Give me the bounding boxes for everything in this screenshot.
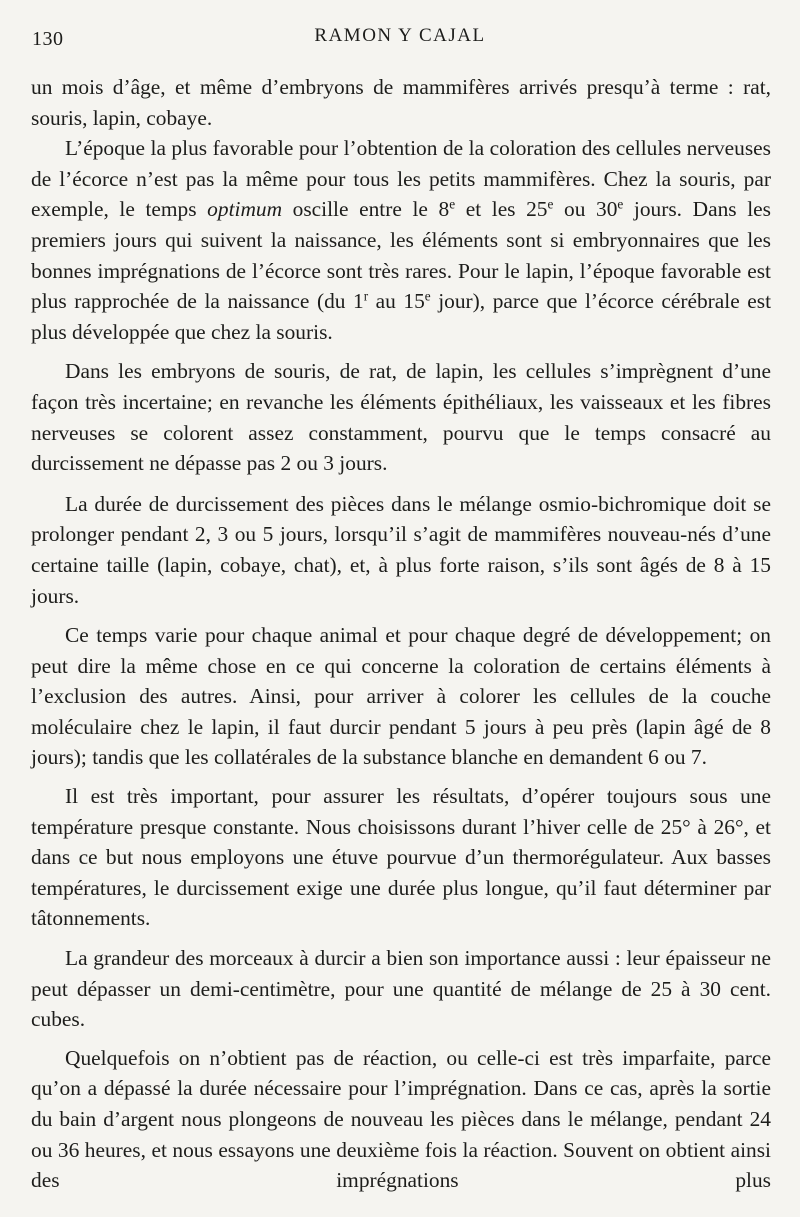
text-run: Dans les embryons de souris, de rat, de lapin, les cellules s’imprègnent d’une façon très incertaine; en revanche les éléments épithéliaux, les vaisseaux et les fibres nerveuses se colorent assez constamment, pourvu que le temps consacré au durcissement ne dépasse pas 2 ou 3 jours. bbox=[31, 359, 771, 476]
ordinal-superscript: r bbox=[363, 288, 369, 304]
text-run: La grandeur des morceaux à durcir a bien son importance aussi : leur épaisseur ne peut dépasser un demi-centimètre, pour une quantité de mélange de 25 à 30 cent. cubes. bbox=[31, 946, 771, 1032]
italic-term: optimum bbox=[207, 197, 283, 222]
running-head: RAMON Y CAJAL bbox=[314, 25, 486, 46]
text-run: jour), parce que l’écorce cérébrale est plus développée que chez la souris. bbox=[31, 289, 772, 344]
paragraph bbox=[31, 72, 771, 133]
body-text bbox=[31, 72, 771, 1196]
paragraph bbox=[31, 781, 771, 934]
text-run: jours. Dans les premiers jours qui suivent la naissance, les éléments sont si embryonnaires que les bonnes imprégnations de l’écorce sont très rares. Pour le lapin, l’époque favorable est plus rapprochée de la naissance (du 1 bbox=[31, 197, 771, 314]
page-header bbox=[30, 20, 770, 50]
text-run: Ce temps varie pour chaque animal et pour chaque degré de développement; on peut dire la même chose en ce qui concerne la coloration de certains éléments à l’exclusion des autres. Ainsi, pour arriver à colorer les cellules de la couche moléculaire chez le lapin, il faut durcir pendant 5 jours à peu près (lapin âgé de 8 jours); tandis que les collatérales de la substance blanche en demandent 6 ou 7. bbox=[31, 623, 771, 770]
paragraph bbox=[31, 943, 771, 1035]
text-run: ou 30 bbox=[553, 197, 618, 222]
ordinal-superscript: e bbox=[617, 197, 624, 213]
paragraph bbox=[31, 1043, 771, 1196]
text-run: Il est très important, pour assurer les résultats, d’opérer toujours sous une température presque constante. Nous choisissons durant l’hiver celle de 25° à 26°, et dans ce but nous employons une étuve pourvue d’un thermorégulateur. Aux basses températures, le durcissement exige une durée plus longue, qu’il faut déterminer par tâtonnements. bbox=[31, 784, 771, 931]
ordinal-superscript: e bbox=[424, 288, 431, 304]
paragraph bbox=[31, 356, 771, 478]
text-run: La durée de durcissement des pièces dans le mélange osmio-bichromique doit se prolonger pendant 2, 3 ou 5 jours, lorsqu’il s’agit de mammifères nouveau-nés d’une certaine taille (lapin, cobaye, chat), et, à plus forte raison, s’ils sont âgés de 8 à 15 jours. bbox=[31, 491, 771, 608]
ordinal-superscript: e bbox=[547, 197, 554, 213]
text-run: au 15 bbox=[368, 289, 425, 314]
text-run: un mois d’âge, et même d’embryons de mammifères arrivés presqu’à terme : rat, souris, lapin, cobaye. bbox=[31, 75, 771, 130]
page-number: 130 bbox=[32, 28, 64, 50]
text-run: et les 25 bbox=[455, 197, 548, 222]
paragraph bbox=[31, 489, 771, 611]
text-run: oscille entre le 8 bbox=[282, 197, 450, 222]
text-run: Quelquefois on n’obtient pas de réaction, ou celle-ci est très imparfaite, parce qu’on a dépassé la durée nécessaire pour l’imprégnation. Dans ce cas, après la sortie du bain d’argent nous plongeons de nouveau les pièces dans le mélange, pendant 24 ou 36 heures, et nous essayons une deuxième fois la réaction. Souvent on obtient ainsi des imprégnations plus bbox=[31, 1045, 771, 1193]
paragraph bbox=[31, 133, 771, 347]
text-run: L’époque la plus favorable pour l’obtention de la coloration des cellules nerveuses de l’écorce n’est pas la même pour tous les petits mammifères. Chez la souris, par exemple, le temps bbox=[31, 136, 771, 222]
paragraph bbox=[31, 620, 771, 773]
ordinal-superscript: e bbox=[449, 197, 456, 213]
